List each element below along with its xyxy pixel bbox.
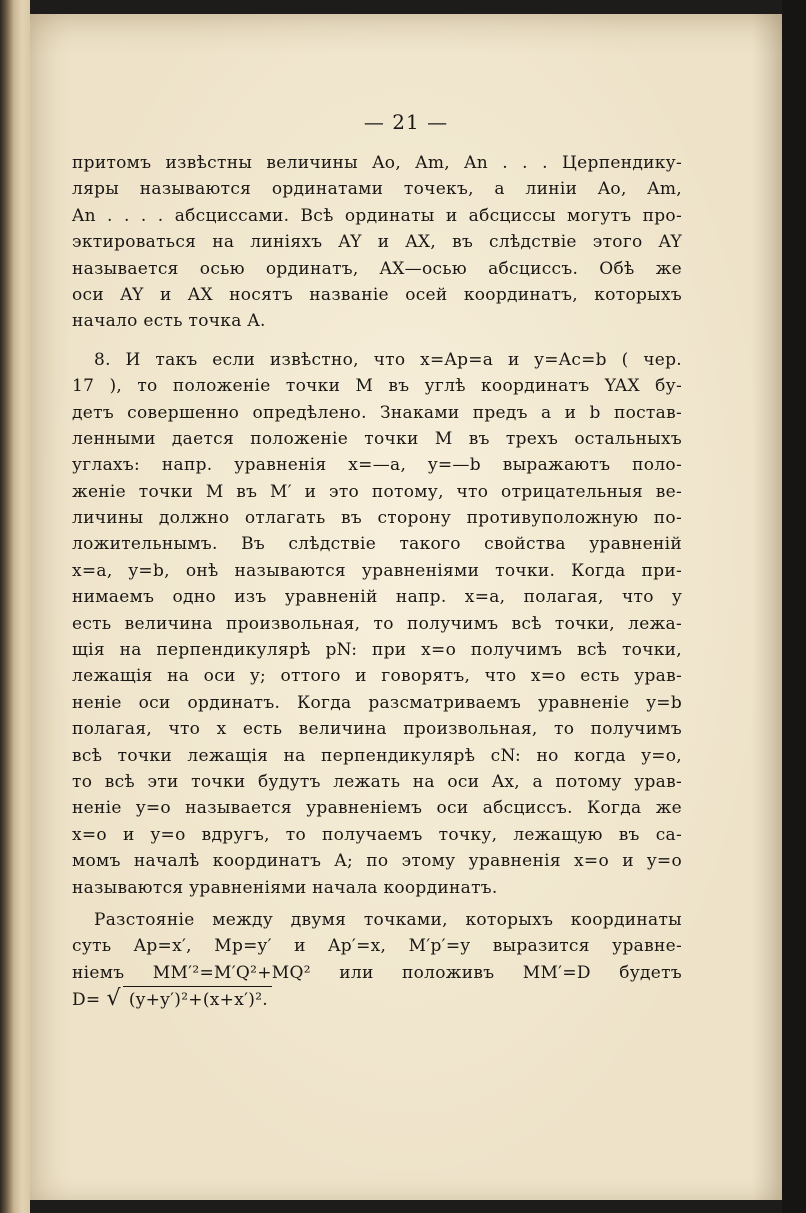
text-line: 8. И такъ если извѣстно, что x=Ap=a и y=Ac=b ( чер. — [94, 349, 682, 370]
text-line: эктироваться на линіяхъ AY и AX, въ слѣдствіе этого AY — [72, 232, 682, 253]
text-line: углахъ: напр. уравненія x=—a, y=—b выражаютъ поло- — [72, 455, 682, 476]
distance-formula — [72, 986, 682, 1012]
text-line: ніемъ MM′²=M′Q²+MQ² или положивъ MM′=D будетъ — [72, 962, 682, 983]
text-line: щія на перпендикулярѣ pN: при x=o получимъ всѣ точки, — [72, 640, 682, 661]
text-line: x=o и y=o вдругъ, то получаемъ точку, лежащую въ са- — [72, 824, 682, 845]
text-line: всѣ точки лежащія на перпендикулярѣ cN: но когда y=o, — [72, 745, 682, 766]
text-line: начало есть точка A. — [72, 311, 266, 332]
text-line: притомъ извѣстны величины Ao, Am, An . . . Церпендику- — [72, 153, 682, 173]
text-line: лежащія на оси y; оттого и говорятъ, что x=o есть урав- — [72, 666, 682, 687]
paragraph-2 — [72, 347, 682, 901]
formula-lhs: D= — [72, 990, 101, 1011]
book-page — [30, 14, 782, 1200]
text-line: ленными дается положеніе точки M въ трехъ остальныхъ — [72, 428, 682, 449]
book-gutter — [0, 0, 30, 1213]
text-line: 17 ), то положеніе точки M въ углѣ координатъ YAX бу- — [72, 376, 682, 397]
text-line: нимаемъ одно изъ уравненій напр. x=a, полагая, что y — [72, 587, 682, 608]
formula-radicand: (y+y′)²+(x+x′)². — [123, 986, 272, 1011]
text-line: то всѣ эти точки будутъ лежать на оси Ax, а потому урав- — [72, 771, 682, 792]
text-line: ложительнымъ. Въ слѣдствіе такого свойства уравненій — [72, 534, 682, 555]
text-line: оси AY и AX носятъ названіе осей координатъ, которыхъ — [72, 284, 682, 305]
text-line: детъ совершенно опредѣлено. Знаками предъ a и b постав- — [72, 402, 682, 423]
text-line: x=a, y=b, онѣ называются уравненіями точки. Когда при- — [72, 560, 682, 581]
text-line: момъ началѣ координатъ A; по этому уравненія x=o и y=o — [72, 851, 682, 872]
text-line: неніе y=o называется уравненіемъ оси абсциссъ. Когда же — [72, 798, 682, 819]
text-line: называется осью ординатъ, AX—осью абсциссъ. Обѣ же — [72, 258, 682, 279]
text-line: неніе оси ординатъ. Когда разсматриваемъ уравненіе y=b — [72, 692, 682, 713]
text-line — [72, 176, 682, 202]
body-text — [72, 150, 682, 1013]
text-line: личины должно отлагать въ сторону противуположную по- — [72, 508, 682, 529]
text-line: Разстояніе между двумя точками, которыхъ координаты — [94, 909, 682, 930]
square-root-icon: √ — [106, 986, 121, 1012]
paragraph-3 — [72, 907, 682, 1013]
page-number: — 21 — — [363, 110, 449, 134]
text-line: суть Ap=x′, Mp=y′ и Ap′=x, M′p′=y выразится уравне- — [72, 936, 682, 957]
text-line: есть величина произвольная, то получимъ всѣ точки, лежа- — [72, 613, 682, 634]
text-line: женіе точки M въ M′ и это потому, что отрицательныя ве- — [72, 481, 682, 502]
text-line: полагая, что x есть величина произвольная, то получимъ — [72, 719, 682, 740]
text-line: называются уравненіями начала координатъ. — [72, 877, 498, 898]
page-edge-shadow — [782, 0, 806, 1213]
text-span: ляры называются ординатами точекъ, а линіи Ao, Am, — [72, 179, 682, 200]
paragraph-1 — [72, 150, 682, 335]
text-line: An . . . . абсциссами. Всѣ ординаты и абсциссы могутъ про- — [72, 205, 682, 226]
paragraph-gap — [72, 335, 682, 347]
